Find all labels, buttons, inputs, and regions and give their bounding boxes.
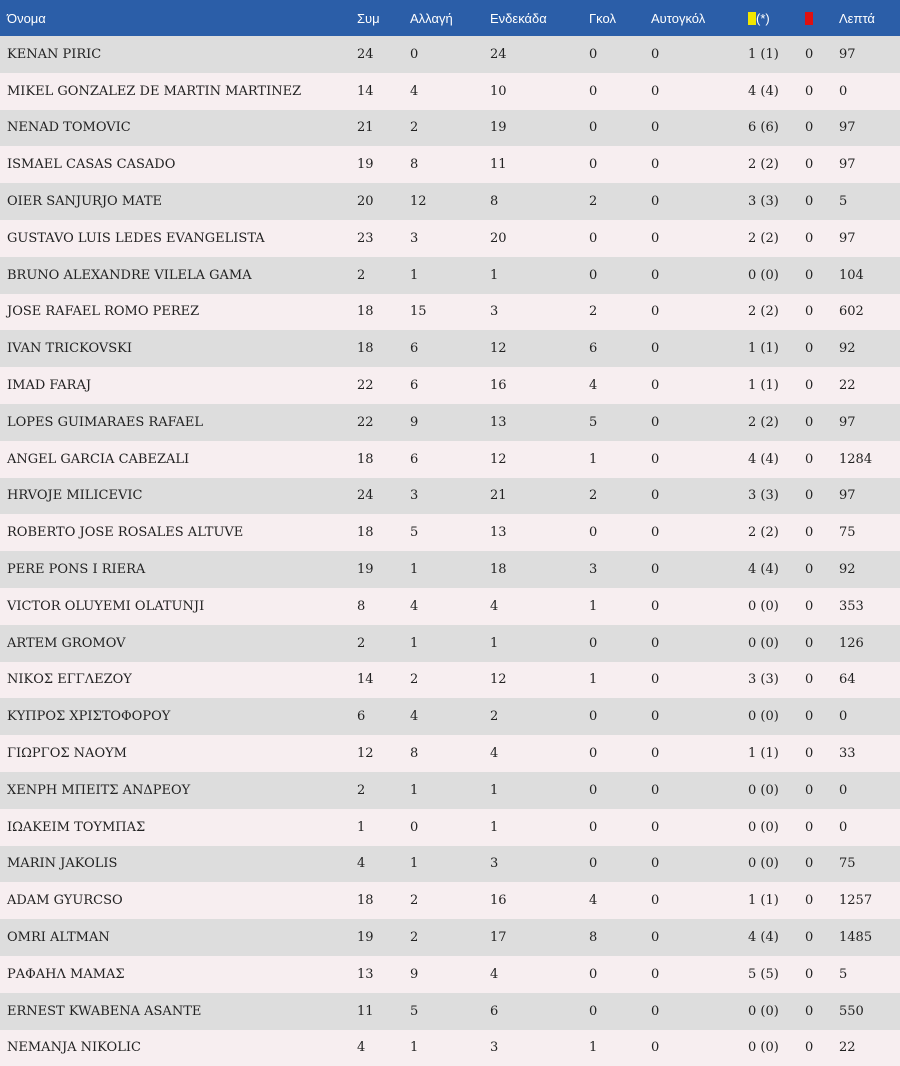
- cell-substitutions: 2: [410, 930, 419, 946]
- cell-own-goals: 0: [651, 525, 660, 541]
- cell-starts: 16: [490, 893, 507, 909]
- cell-name: MIKEL GONZALEZ DE MARTIN MARTINEZ: [7, 83, 302, 99]
- cell-yellow-cards: 1 (1): [748, 46, 779, 62]
- cell-own-goals: 0: [651, 782, 660, 798]
- cell-own-goals: 0: [651, 230, 660, 246]
- header-red-cards[interactable]: [798, 0, 832, 36]
- cell-red-cards: 0: [805, 598, 814, 614]
- cell-yellow-cards: 0 (0): [748, 1003, 779, 1019]
- cell-appearances: 18: [357, 341, 374, 357]
- cell-yellow-cards: 2 (2): [748, 230, 779, 246]
- cell-name: OIER SANJURJO MATE: [7, 194, 162, 210]
- cell-red-cards: 0: [805, 120, 814, 136]
- header-goals[interactable]: Γκολ: [589, 10, 616, 26]
- table-row: [0, 1030, 900, 1066]
- header-row: [0, 0, 900, 36]
- cell-appearances: 4: [357, 1040, 366, 1056]
- cell-appearances: 21: [357, 120, 374, 136]
- header-name[interactable]: Όνομα: [7, 10, 46, 26]
- cell-starts: 1: [490, 267, 499, 283]
- cell-substitutions: 6: [410, 341, 419, 357]
- cell-starts: 1: [490, 635, 499, 651]
- cell-substitutions: 6: [410, 451, 419, 467]
- cell-substitutions: 3: [410, 488, 419, 504]
- cell-red-cards: 0: [805, 746, 814, 762]
- cell-starts: 8: [490, 194, 499, 210]
- cell-substitutions: 4: [410, 598, 419, 614]
- cell-starts: 3: [490, 856, 499, 872]
- table-row: [0, 257, 900, 294]
- cell-starts: 10: [490, 83, 507, 99]
- cell-name: NENAD TOMOVIC: [7, 120, 131, 136]
- cell-starts: 16: [490, 378, 507, 394]
- cell-own-goals: 0: [651, 157, 660, 173]
- cell-substitutions: 2: [410, 672, 419, 688]
- table-row: [0, 110, 900, 147]
- cell-goals: 0: [589, 120, 598, 136]
- red-card-icon: [805, 12, 813, 25]
- cell-name: ΝΙΚΟΣ ΕΓΓΛΕΖΟΥ: [7, 672, 132, 688]
- cell-own-goals: 0: [651, 341, 660, 357]
- cell-substitutions: 2: [410, 120, 419, 136]
- cell-red-cards: 0: [805, 157, 814, 173]
- cell-goals: 0: [589, 856, 598, 872]
- cell-substitutions: 6: [410, 378, 419, 394]
- cell-substitutions: 1: [410, 1040, 419, 1056]
- cell-starts: 1: [490, 782, 499, 798]
- cell-starts: 13: [490, 414, 507, 430]
- cell-name: OMRI ALTMAN: [7, 930, 110, 946]
- cell-starts: 20: [490, 230, 507, 246]
- table-row: [0, 73, 900, 110]
- table-row: [0, 294, 900, 331]
- cell-name: ΡΑΦΑΗΛ ΜΑΜΑΣ: [7, 966, 125, 982]
- cell-red-cards: 0: [805, 525, 814, 541]
- cell-starts: 17: [490, 930, 507, 946]
- cell-substitutions: 1: [410, 635, 419, 651]
- cell-yellow-cards: 4 (4): [748, 562, 779, 578]
- cell-goals: 0: [589, 267, 598, 283]
- cell-yellow-cards: 4 (4): [748, 930, 779, 946]
- cell-red-cards: 0: [805, 46, 814, 62]
- cell-starts: 3: [490, 304, 499, 320]
- cell-minutes: 22: [839, 1040, 856, 1056]
- cell-minutes: 0: [839, 819, 848, 835]
- cell-name: LOPES GUIMARAES RAFAEL: [7, 414, 204, 430]
- cell-starts: 12: [490, 341, 507, 357]
- cell-goals: 3: [589, 562, 598, 578]
- cell-substitutions: 12: [410, 194, 427, 210]
- cell-starts: 3: [490, 1040, 499, 1056]
- cell-yellow-cards: 2 (2): [748, 525, 779, 541]
- cell-yellow-cards: 5 (5): [748, 966, 779, 982]
- cell-substitutions: 4: [410, 83, 419, 99]
- cell-own-goals: 0: [651, 1003, 660, 1019]
- cell-minutes: 97: [839, 488, 856, 504]
- cell-red-cards: 0: [805, 267, 814, 283]
- cell-substitutions: 9: [410, 414, 419, 430]
- cell-minutes: 1257: [839, 893, 873, 909]
- cell-name: ANGEL GARCIA CABEZALI: [7, 451, 190, 467]
- cell-yellow-cards: 1 (1): [748, 893, 779, 909]
- cell-appearances: 2: [357, 635, 366, 651]
- cell-goals: 4: [589, 378, 598, 394]
- cell-goals: 1: [589, 1040, 598, 1056]
- cell-minutes: 126: [839, 635, 864, 651]
- cell-minutes: 0: [839, 83, 848, 99]
- header-starts[interactable]: Ενδεκάδα: [490, 10, 547, 26]
- cell-appearances: 2: [357, 267, 366, 283]
- cell-name: ΓΙΩΡΓΟΣ ΝΑΟΥΜ: [7, 746, 127, 762]
- table-row: [0, 772, 900, 809]
- table-row: [0, 441, 900, 478]
- cell-starts: 1: [490, 819, 499, 835]
- cell-appearances: 22: [357, 378, 374, 394]
- table-row: [0, 220, 900, 257]
- cell-appearances: 14: [357, 83, 374, 99]
- table-row: [0, 809, 900, 846]
- cell-goals: 0: [589, 819, 598, 835]
- cell-goals: 0: [589, 83, 598, 99]
- cell-own-goals: 0: [651, 267, 660, 283]
- cell-starts: 6: [490, 1003, 499, 1019]
- cell-red-cards: 0: [805, 341, 814, 357]
- cell-yellow-cards: 0 (0): [748, 635, 779, 651]
- cell-yellow-cards: 2 (2): [748, 304, 779, 320]
- cell-substitutions: 9: [410, 966, 419, 982]
- cell-own-goals: 0: [651, 83, 660, 99]
- cell-yellow-cards: 2 (2): [748, 414, 779, 430]
- cell-appearances: 19: [357, 562, 374, 578]
- cell-goals: 2: [589, 488, 598, 504]
- table-row: [0, 662, 900, 699]
- cell-red-cards: 0: [805, 230, 814, 246]
- cell-yellow-cards: 0 (0): [748, 819, 779, 835]
- cell-own-goals: 0: [651, 709, 660, 725]
- cell-goals: 1: [589, 451, 598, 467]
- header-yellow-cards[interactable]: [741, 0, 798, 36]
- cell-yellow-cards: 0 (0): [748, 782, 779, 798]
- cell-minutes: 92: [839, 562, 856, 578]
- cell-minutes: 92: [839, 341, 856, 357]
- table-row: [0, 514, 900, 551]
- cell-yellow-cards: 4 (4): [748, 451, 779, 467]
- cell-yellow-cards: 3 (3): [748, 488, 779, 504]
- cell-own-goals: 0: [651, 930, 660, 946]
- cell-own-goals: 0: [651, 635, 660, 651]
- cell-own-goals: 0: [651, 562, 660, 578]
- cell-yellow-cards: 2 (2): [748, 157, 779, 173]
- cell-appearances: 18: [357, 893, 374, 909]
- cell-yellow-cards: 1 (1): [748, 341, 779, 357]
- cell-own-goals: 0: [651, 378, 660, 394]
- header-own-goals[interactable]: Αυτογκόλ: [651, 10, 706, 26]
- table-row: [0, 956, 900, 993]
- cell-starts: 4: [490, 746, 499, 762]
- cell-yellow-cards: 1 (1): [748, 378, 779, 394]
- cell-own-goals: 0: [651, 120, 660, 136]
- cell-substitutions: 8: [410, 746, 419, 762]
- cell-own-goals: 0: [651, 46, 660, 62]
- table-row: [0, 146, 900, 183]
- cell-red-cards: 0: [805, 562, 814, 578]
- cell-name: PERE PONS I RIERA: [7, 562, 146, 578]
- cell-minutes: 97: [839, 230, 856, 246]
- cell-starts: 11: [490, 157, 507, 173]
- cell-goals: 4: [589, 893, 598, 909]
- cell-own-goals: 0: [651, 414, 660, 430]
- cell-appearances: 19: [357, 930, 374, 946]
- header-minutes[interactable]: Λεπτά: [839, 10, 875, 26]
- cell-appearances: 23: [357, 230, 374, 246]
- table-row: [0, 330, 900, 367]
- cell-minutes: 0: [839, 709, 848, 725]
- cell-starts: 21: [490, 488, 507, 504]
- cell-appearances: 18: [357, 451, 374, 467]
- cell-appearances: 11: [357, 1003, 374, 1019]
- cell-minutes: 75: [839, 856, 856, 872]
- table-row: [0, 551, 900, 588]
- cell-minutes: 104: [839, 267, 864, 283]
- cell-own-goals: 0: [651, 746, 660, 762]
- cell-name: ARTEM GROMOV: [7, 635, 126, 651]
- cell-name: ΙΩΑΚΕΙΜ ΤΟΥΜΠΑΣ: [7, 819, 146, 835]
- cell-starts: 2: [490, 709, 499, 725]
- cell-own-goals: 0: [651, 1040, 660, 1056]
- cell-minutes: 64: [839, 672, 856, 688]
- cell-name: ADAM GYURCSO: [7, 893, 123, 909]
- cell-goals: 2: [589, 304, 598, 320]
- cell-goals: 1: [589, 598, 598, 614]
- cell-name: NEMANJA NIKOLIC: [7, 1040, 141, 1056]
- cell-yellow-cards: 3 (3): [748, 672, 779, 688]
- cell-starts: 18: [490, 562, 507, 578]
- cell-substitutions: 1: [410, 856, 419, 872]
- cell-appearances: 24: [357, 46, 374, 62]
- cell-appearances: 4: [357, 856, 366, 872]
- cell-substitutions: 5: [410, 1003, 419, 1019]
- cell-yellow-cards: 0 (0): [748, 709, 779, 725]
- cell-goals: 0: [589, 635, 598, 651]
- cell-yellow-cards: 0 (0): [748, 1040, 779, 1056]
- cell-goals: 0: [589, 46, 598, 62]
- table-row: [0, 588, 900, 625]
- cell-minutes: 353: [839, 598, 864, 614]
- cell-red-cards: 0: [805, 378, 814, 394]
- cell-own-goals: 0: [651, 893, 660, 909]
- cell-appearances: 2: [357, 782, 366, 798]
- cell-red-cards: 0: [805, 782, 814, 798]
- cell-red-cards: 0: [805, 893, 814, 909]
- cell-red-cards: 0: [805, 709, 814, 725]
- cell-appearances: 8: [357, 598, 366, 614]
- cell-substitutions: 1: [410, 267, 419, 283]
- cell-goals: 6: [589, 341, 598, 357]
- cell-appearances: 22: [357, 414, 374, 430]
- cell-minutes: 75: [839, 525, 856, 541]
- cell-name: ERNEST KWABENA ASANTE: [7, 1003, 202, 1019]
- cell-appearances: 14: [357, 672, 374, 688]
- cell-red-cards: 0: [805, 635, 814, 651]
- table-row: [0, 183, 900, 220]
- table-row: [0, 478, 900, 515]
- cell-name: KENAN PIRIC: [7, 46, 102, 62]
- cell-yellow-cards: 4 (4): [748, 83, 779, 99]
- cell-appearances: 19: [357, 157, 374, 173]
- cell-minutes: 97: [839, 414, 856, 430]
- table-row: [0, 846, 900, 883]
- cell-starts: 19: [490, 120, 507, 136]
- table-row: [0, 882, 900, 919]
- cell-minutes: 97: [839, 46, 856, 62]
- cell-substitutions: 5: [410, 525, 419, 541]
- cell-yellow-cards: 3 (3): [748, 194, 779, 210]
- cell-yellow-cards: 1 (1): [748, 746, 779, 762]
- cell-appearances: 6: [357, 709, 366, 725]
- cell-yellow-cards: 0 (0): [748, 267, 779, 283]
- cell-name: IMAD FARAJ: [7, 378, 92, 394]
- table-body: [0, 36, 900, 1066]
- cell-red-cards: 0: [805, 488, 814, 504]
- cell-minutes: 0: [839, 782, 848, 798]
- cell-own-goals: 0: [651, 672, 660, 688]
- table-row: [0, 625, 900, 662]
- cell-goals: 8: [589, 930, 598, 946]
- cell-own-goals: 0: [651, 488, 660, 504]
- cell-appearances: 13: [357, 966, 374, 982]
- cell-substitutions: 15: [410, 304, 427, 320]
- cell-goals: 0: [589, 709, 598, 725]
- cell-minutes: 1284: [839, 451, 873, 467]
- cell-red-cards: 0: [805, 83, 814, 99]
- cell-name: IVAN TRICKOVSKI: [7, 341, 133, 357]
- cell-name: GUSTAVO LUIS LEDES EVANGELISTA: [7, 230, 265, 246]
- cell-red-cards: 0: [805, 966, 814, 982]
- cell-minutes: 1485: [839, 930, 873, 946]
- cell-red-cards: 0: [805, 672, 814, 688]
- cell-own-goals: 0: [651, 451, 660, 467]
- cell-substitutions: 4: [410, 709, 419, 725]
- cell-red-cards: 0: [805, 1003, 814, 1019]
- cell-own-goals: 0: [651, 304, 660, 320]
- cell-appearances: 20: [357, 194, 374, 210]
- cell-starts: 13: [490, 525, 507, 541]
- yellow-card-icon: [748, 12, 756, 25]
- cell-substitutions: 1: [410, 782, 419, 798]
- cell-red-cards: 0: [805, 819, 814, 835]
- yellow-suffix: (*): [756, 10, 770, 26]
- table-row: [0, 404, 900, 441]
- cell-goals: 0: [589, 746, 598, 762]
- cell-goals: 0: [589, 1003, 598, 1019]
- cell-goals: 0: [589, 230, 598, 246]
- cell-name: ISMAEL CASAS CASADO: [7, 157, 176, 173]
- cell-appearances: 24: [357, 488, 374, 504]
- cell-minutes: 5: [839, 966, 848, 982]
- cell-yellow-cards: 0 (0): [748, 856, 779, 872]
- cell-goals: 5: [589, 414, 598, 430]
- cell-yellow-cards: 0 (0): [748, 598, 779, 614]
- header-appearances[interactable]: Συμ: [357, 10, 380, 26]
- cell-substitutions: 8: [410, 157, 419, 173]
- cell-red-cards: 0: [805, 930, 814, 946]
- cell-name: BRUNO ALEXANDRE VILELA GAMA: [7, 267, 252, 283]
- cell-name: JOSE RAFAEL ROMO PEREZ: [7, 304, 200, 320]
- cell-goals: 0: [589, 525, 598, 541]
- table-row: [0, 36, 900, 73]
- cell-goals: 1: [589, 672, 598, 688]
- cell-name: MARIN JAKOLIS: [7, 856, 118, 872]
- cell-red-cards: 0: [805, 414, 814, 430]
- header-substitutions[interactable]: Αλλαγή: [410, 10, 453, 26]
- cell-red-cards: 0: [805, 1040, 814, 1056]
- cell-starts: 12: [490, 451, 507, 467]
- cell-red-cards: 0: [805, 304, 814, 320]
- cell-goals: 0: [589, 782, 598, 798]
- cell-minutes: 97: [839, 120, 856, 136]
- cell-appearances: 12: [357, 746, 374, 762]
- cell-goals: 0: [589, 157, 598, 173]
- table-row: [0, 698, 900, 735]
- cell-appearances: 18: [357, 304, 374, 320]
- cell-minutes: 97: [839, 157, 856, 173]
- cell-red-cards: 0: [805, 856, 814, 872]
- cell-name: ΧΕΝΡΗ ΜΠΕΙΤΣ ΑΝΔΡΕΟΥ: [7, 782, 191, 798]
- cell-yellow-cards: 6 (6): [748, 120, 779, 136]
- cell-own-goals: 0: [651, 856, 660, 872]
- cell-own-goals: 0: [651, 194, 660, 210]
- cell-minutes: 22: [839, 378, 856, 394]
- table-row: [0, 993, 900, 1030]
- cell-own-goals: 0: [651, 819, 660, 835]
- cell-red-cards: 0: [805, 451, 814, 467]
- table-header: [0, 0, 900, 36]
- table-row: [0, 919, 900, 956]
- cell-starts: 24: [490, 46, 507, 62]
- cell-starts: 12: [490, 672, 507, 688]
- cell-starts: 4: [490, 966, 499, 982]
- cell-substitutions: 3: [410, 230, 419, 246]
- cell-substitutions: 0: [410, 819, 419, 835]
- cell-appearances: 18: [357, 525, 374, 541]
- cell-minutes: 33: [839, 746, 856, 762]
- cell-name: ΚΥΠΡΟΣ ΧΡΙΣΤΟΦΟΡΟΥ: [7, 709, 171, 725]
- table-row: [0, 367, 900, 404]
- cell-minutes: 5: [839, 194, 848, 210]
- cell-starts: 4: [490, 598, 499, 614]
- cell-name: VICTOR OLUYEMI OLATUNJI: [7, 598, 205, 614]
- cell-own-goals: 0: [651, 966, 660, 982]
- cell-substitutions: 0: [410, 46, 419, 62]
- cell-substitutions: 1: [410, 562, 419, 578]
- cell-goals: 2: [589, 194, 598, 210]
- cell-name: HRVOJE MILICEVIC: [7, 488, 143, 504]
- table-row: [0, 735, 900, 772]
- cell-minutes: 602: [839, 304, 864, 320]
- cell-goals: 0: [589, 966, 598, 982]
- cell-own-goals: 0: [651, 598, 660, 614]
- cell-minutes: 550: [839, 1003, 864, 1019]
- cell-name: ROBERTO JOSE ROSALES ALTUVE: [7, 525, 244, 541]
- cell-appearances: 1: [357, 819, 366, 835]
- cell-red-cards: 0: [805, 194, 814, 210]
- cell-substitutions: 2: [410, 893, 419, 909]
